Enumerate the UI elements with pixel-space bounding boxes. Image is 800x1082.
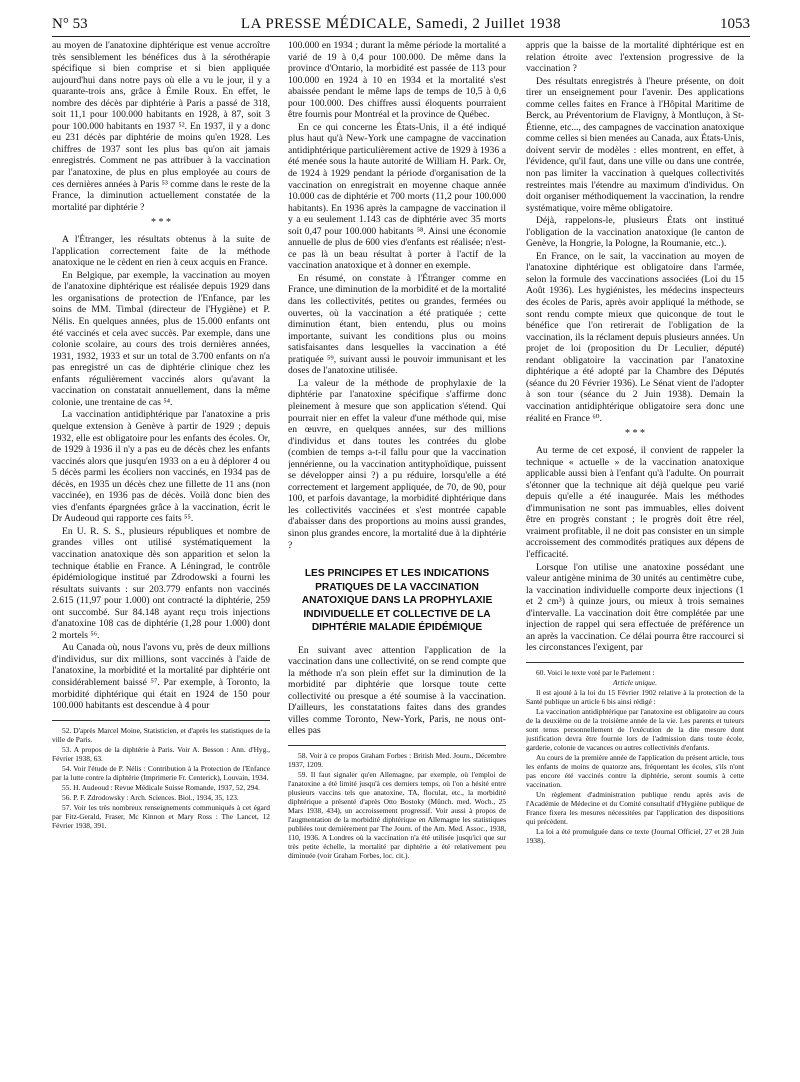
running-header: [52, 14, 750, 37]
footnote: La loi a été promulguée dans ce texte (Journal Officiel, 27 et 28 Juin 1938).: [526, 826, 744, 845]
paragraph: La valeur de la méthode de prophylaxie de la diphtérie par l'anatoxine spécifique s'affirme donc pleinement à mesure que son application s'étend. Qui pourrait nier en effet la valeur d'une méthode qui, mise en œuvre, en quelques années, sur des millions d'individus et dans toutes les contrées du globe (combien de temps a-t-il fallu pour que la vaccination jennérienne, ou la vaccination antityphoïdique, puissent se développer ainsi ?) a pu réduire, lorsqu'elle a été correctement et largement appliquée, de 70, de 90, pour 100, et parfois davantage, la morbidité diphtérique dans les collectivités vaccinées et s'est montrée capable d'abaisser dans des proportions au moins aussi grandes, sinon plus grandes encore, la mortalité due à la diphtérie ?: [288, 377, 506, 551]
paragraph: Lorsque l'on utilise une anatoxine possédant une valeur antigène minima de 30 unités au centimètre cube, la vaccination individuelle comporte deux injections (1 et 2 cm³) à quinze jours, ou mieux à trois semaines d'intervalle. La vaccination doit être complétée par une injection de rappel qui sera effectuée de préférence un an après la vaccination. Ce délai pourra être raccourci si les circonstances l'exigent, par: [526, 561, 744, 654]
footnote: 54. Voir l'étude de P. Nélis : Contribution à la Protection de l'Enfance par la lutte contre la diphtérie (Imprimerie Fr. Centerick), Louvain, 1934.: [52, 763, 270, 782]
section-separator: * * *: [151, 217, 171, 229]
journal-title: LA PRESSE MÉDICALE, Samedi, 2 Juillet 1938: [240, 16, 562, 32]
footnote: 57. Voir les très nombreux renseignements communiqués à cet égard par Fitz-Gerald, Fraser, Mc Kinnon et Mary Ross : The Lancet, 12 Février 1938, 391.: [52, 802, 270, 830]
column-1: [52, 40, 270, 1070]
paragraph: Au terme de cet exposé, il convient de rappeler la technique « actuelle » de la vaccination anatoxique applicable aussi bien à l'enfant qu'à l'adulte. On pourrait s'étonner que la technique ait déjà quelque peu varié depuis qu'elle a été inaugurée. Mais les méthodes d'immunisation ne sont pas immuables, elles doivent être en progrès constant ; le progrès doit être réel, vraiment profitable, il ne doit pas consister en un simple accroissement des commodités pratiques aux dépens de l'efficacité.: [526, 445, 744, 560]
footnote: 53. A propos de la diphtérie à Paris. Voir A. Besson : Ann. d'Hyg., Février 1938, 63.: [52, 744, 270, 763]
paragraph: La vaccination antidiphtérique par l'anatoxine a pris quelque extension à Genève à partir de 1929 ; depuis 1932, elle est obligatoire pour les enfants des écoles. Or, de 1929 à 1936 il n'y a pas eu de décès chez les enfants vaccinés alors que jusqu'en 1933 on a eu à déplorer 4 ou 5 décès parmi les écoliers non vaccinés, en 1934 pas de décès, en 1935 un décès chez une fillette de 11 ans (non vaccinée), en 1936 pas de décès. Voilà donc bien des vies d'enfants épargnées grâce à la vaccination, écrit le Dr Audeoud qui rapporte ces faits ⁵⁵.: [52, 409, 270, 525]
paragraph: En suivant avec attention l'application de la vaccination dans une collectivité, on se rend compte que la méthode n'a son plein effet sur la diminution de la morbidité par diphtérie que lorsque toute cette collectivité ou presque a été soumise à la vaccination. D'ailleurs, les constatations faites dans des grandes villes comme Toronto, New-York, Paris, ne nous ont-elles pas: [288, 644, 506, 737]
footnote: 59. Il faut signaler qu'en Allemagne, par exemple, où l'emploi de l'anatoxine a été limité jusqu'à ces derniers temps, où l'on a hésité entre plusieurs vaccins tels que anatoxine, TA, floculat, etc., la morbidité diphtérique a présenté d'après Otto Bostoky (Münch. med. Woch., 25 Mars 1938, 434), un accroissement progressif. Voir aussi à propos de l'augmentation de la morbidité diphtérique en Allemagne les statistiques publiées tout dernièrement par The Journ. of the Am. Med. Assoc., 1938, 110, 1936. A Londres où la vaccination n'a été utilisée jusqu'ici que sur très petite échelle, la mortalité par diphtérie a été relativement peu diminuée (voir Graham Forbes, loc. cit.).: [288, 769, 506, 860]
footnotes: [52, 720, 270, 830]
page-number: 1053: [720, 16, 750, 32]
footnote-heading: Article unique.: [613, 677, 657, 687]
paragraph: 100.000 en 1934 ; durant la même période la mortalité a varié de 19 à 0,4 pour 100.000. De même dans la province d'Ontario, la morbidité est passée de 113 pour 100.000 en 1924 à 10 en 1934 et la mortalité s'est abaissée pendant le même laps de temps de 10,5 à 0,6 pour 100.000. Des chiffres aussi éloquents pourraient être fournis pour Montréal et la province de Québec.: [288, 40, 506, 121]
footnote: Il est ajouté à la loi du 15 Février 1902 relative à la protection de la Santé publique un article 6 bis ainsi rédigé :: [526, 687, 744, 706]
issue-number: N° 53: [52, 16, 88, 32]
section-separator: * * *: [625, 428, 645, 440]
footnote: Un règlement d'administration publique rendu après avis de l'Académie de Médecine et du Comité consultatif d'Hygiène publique de France fixera les mesures nécessitées par l'application des dispositions qui précèdent.: [526, 789, 744, 826]
paragraph: au moyen de l'anatoxine diphtérique est venue accroître très sensiblement les bénéfices dus à la sérothérapie spécifique si bien comprise et si bien appliquée aujourd'hui dans notre pays où elle a vu le jour, il y a quarante-trois ans, grâce à Émile Roux. En effet, le nombre des décès par diphtérie à Paris a passé de 318, soit 11,1 pour 100.000 habitants en 1928, à 87, soit 3 pour 100.000 habitants en 1937 ⁵². En 1937, il y a donc eu 231 décès par diphtérie de moins qu'en 1928. Les chiffres de 1937 sont les plus bas qu'on ait jamais enregistrés. Comment ne pas attribuer à la vaccination par l'anatoxine, de plus en plus employée au cours de ces dernières années à Paris ⁵³ comme dans le reste de la France, la diminution actuellement constatée de la mortalité par diphtérie ?: [52, 40, 270, 213]
paragraph: appris que la baisse de la mortalité diphtérique est en relation étroite avec l'extension progressive de la vaccination ?: [526, 40, 744, 75]
footnote: 55. H. Audeoud : Revue Médicale Suisse Romande, 1937, 52, 294.: [62, 782, 260, 792]
paragraph: Déjà, rappelons-le, plusieurs États ont institué l'obligation de la vaccination anatoxique (le canton de Genève, la Hongrie, la Pologne, la Roumanie, etc..).: [526, 215, 744, 250]
footnote: La vaccination antidiphtérique par l'anatoxine est obligatoire au cours de la deuxième ou de la troisième année de la vie. Les parents et tuteurs sont tenus personnellement de l'exécution de la dite mesure dont justification devra être fournie lors de l'admission dans toute école, garderie, colonie de vacances ou autres collectivités d'enfants.: [526, 706, 744, 752]
footnote: 52. D'après Marcel Moine, Statisticien, et d'après les statistiques de la ville de Paris.: [52, 725, 270, 744]
column-3: [526, 40, 744, 1070]
footnotes: [288, 745, 506, 860]
footnotes: [526, 662, 744, 845]
paragraph: A l'Étranger, les résultats obtenus à la suite de l'application correctement faite de la méthode anatoxique ne le cèdent en rien à ceux acquis en France.: [52, 234, 270, 269]
section-heading: LES PRINCIPES ET LES INDICATIONS PRATIQUES DE LA VACCINATION ANATOXIQUE DANS LA PROPHYLAXIE INDIVIDUELLE ET COLLECTIVE DE LA DIPHTÉRIE MALADIE ÉPIDÉMIQUE: [301, 568, 493, 634]
paragraph: En résumé, on constate à l'Étranger comme en France, une diminution de la morbidité et de la mortalité dans les collectivités, petites ou grandes, fermées ou ouvertes, où la vaccination a été pratiquée ; cette diminution étant, bien entendu, plus ou moins importante, suivant les conditions plus ou moins satisfaisantes dans lesquelles la vaccination a été pratiquée ⁵⁹, suivant aussi le pouvoir immunisant et les doses de l'anatoxine utilisée.: [288, 272, 506, 377]
footnote: 60. Voici le texte voté par le Parlement :: [536, 667, 655, 677]
footnote: 58. Voir à ce propos Graham Forbes : British Med. Journ., Décembre 1937, 1209.: [288, 750, 506, 769]
paragraph: En U. R. S. S., plusieurs républiques et nombre de grandes villes ont utilisé systématiquement la vaccination anatoxique dès son apparition et selon la technique établie en France. A Léningrad, le contrôle épidémiologique institué par Zdrodowski a fourni les résultats suivants : sur 203.779 enfants non vaccinés 2.615 (11,97 pour 1.000) ont contracté la diphtérie, 259 ont succombé. Sur 84.148 ayant reçu trois injections d'anatoxine 108 cas de diphtérie (1,28 pour 1.000) dont 2 mortels ⁵⁶.: [52, 525, 270, 641]
column-2: [288, 40, 506, 1070]
paragraph: Au Canada où, nous l'avons vu, près de deux millions d'individus, sur dix millions, sont vaccinés à l'aide de l'anatoxine, la morbidité et la mortalité par diphtérie ont considérablement baissé ⁵⁷. Par exemple, à Toronto, la morbidité diphtérique qui était en 1924 de 150 pour 100.000 habitants est descendue à 4 pour: [52, 642, 270, 712]
paragraph: En Belgique, par exemple, la vaccination au moyen de l'anatoxine diphtérique est réalisée depuis 1929 dans les organisations de protection de l'Enfance, par les soins de MM. Timbal (directeur de l'Hygiène) et P. Nélis. En quelques années, plus de 15.000 enfants ont été vaccinés et cela avec succès. Par exemple, dans une colonie scolaire, au cours des trois dernières années, 1931, 1932, 1933 et sur un total de 3.700 enfants on n'a pas enregistré un cas de diphtérie clinique chez les enfants régulièrement vaccinés alors qu'avant la vaccination on constatait annuellement, dans la même colonie, une trentaine de cas ⁵⁴.: [52, 269, 270, 408]
paragraph: En ce qui concerne les États-Unis, il a été indiqué plus haut qu'à New-York une campagne de vaccination antidiphtérique particulièrement active de 1929 à 1936 a été menée sous la haute autorité de William H. Park. Or, de 1924 à 1929 pendant la période d'organisation de la vaccination on enregistrait en moyenne chaque année 10.000 cas de diphtérie et 700 morts (11,2 pour 100.000 habitants). En 1936 après la campagne de vaccination il y a eu seulement 1.143 cas de diphtérie avec 35 morts soit 0,47 pour 100.000 habitants ⁵⁸. Ainsi une économie annuelle de plus de 600 vies d'enfants est réalisée; n'est-ce pas là un beau résultat à porter à l'actif de la vaccination anatoxique et à donner en exemple.: [288, 121, 506, 272]
footnote: 56. P. F. Zdrodowsky : Arch. Sciences. Biol., 1934, 35, 123.: [62, 792, 239, 802]
paragraph: En France, on le sait, la vaccination au moyen de l'anatoxine diphtérique est obligatoire dans l'armée, selon la formule des vaccinations associées (Loi du 15 Août 1936). Les hygiénistes, les médecins inspecteurs des écoles de Paris, après avoir appliqué la méthode, se sont rendu compte mieux que quiconque de tout le bénéfice que l'on retirerait de l'obligation de la vaccination, ils la réclament depuis plusieurs années. Un projet de loi (proposition du Dr Leculier, député) rendant obligatoire la vaccination par l'anatoxine diphtérique a été adopté par la Chambre des Députés (séance du 20 Février 1936). Le Sénat vient de l'adopter à son tour (séance du 2 Juin 1938). Demain la vaccination antidiphtérique obligatoire sera donc une réalité en France ⁶⁰.: [526, 250, 744, 424]
paragraph: Des résultats enregistrés à l'heure présente, on doit tirer un enseignement pour l'avenir. Des applications comme celles faites en France à l'Hôpital Maritime de Berck, au Préventorium de Flavigny, à Montluçon, à St-Étienne, etc..., des campagnes de vaccination anatoxique comme celles si bien menées au Canada, aux États-Unis, doivent servir de modèles : elles montrent, en effet, à l'évidence, qu'il faut, dans une ville ou dans une contrée, non pas limiter la vaccination à quelques collectivités restreintes mais l'étendre au maximum d'individus. On doit organiser méthodiquement la vaccination, la rendre systématique, voire même obligatoire.: [526, 75, 744, 214]
footnote: Au cours de la première année de l'application du présent article, tous les enfants de moins de quatorze ans, fréquentant les écoles, s'ils n'ont pas encore été vaccinés contre la diphtérie, seront soumis à cette vaccination.: [526, 752, 744, 789]
